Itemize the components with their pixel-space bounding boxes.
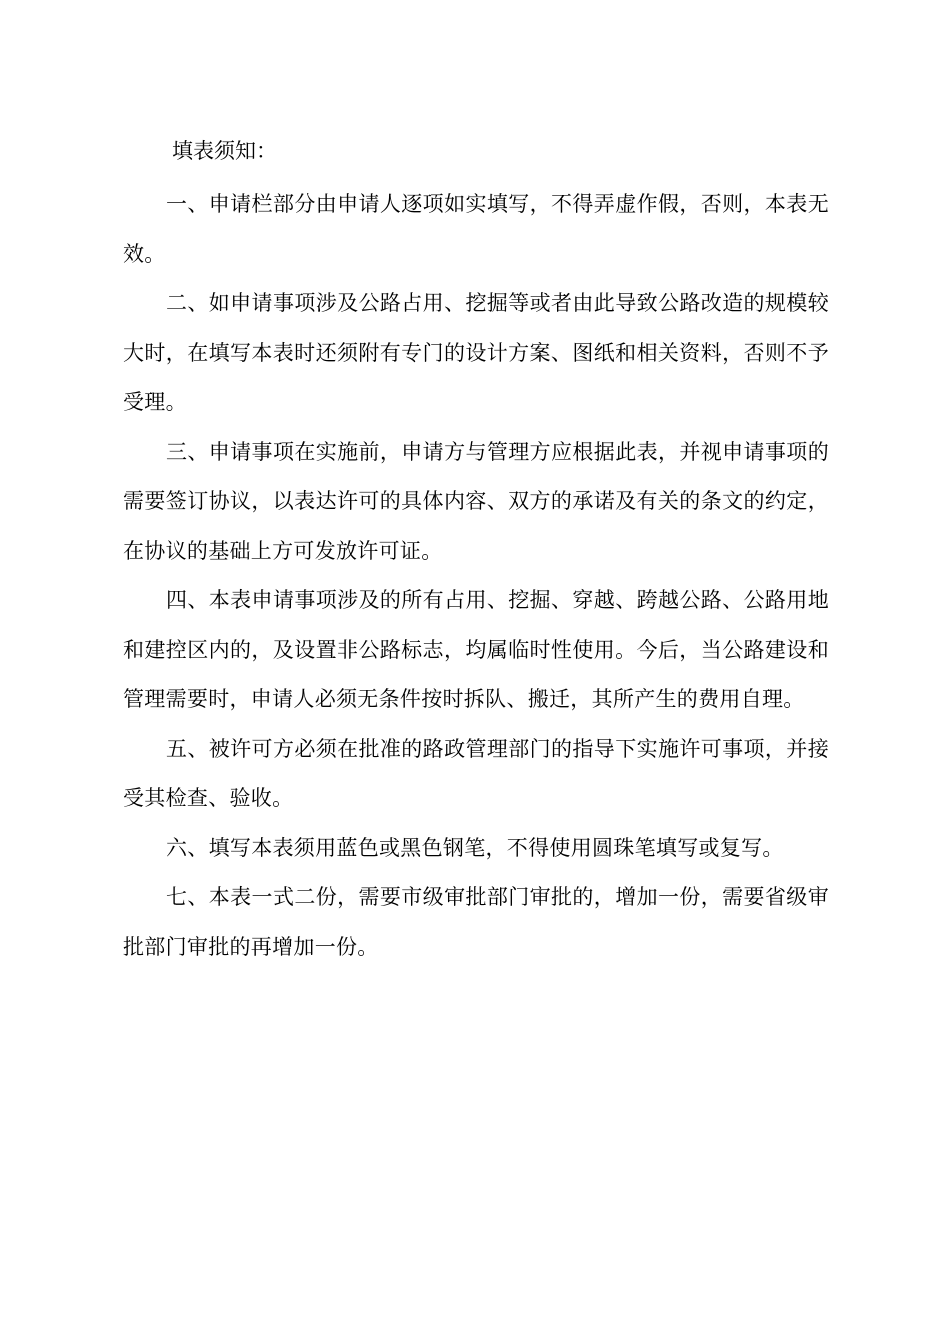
instruction-item-6: 六、填写本表须用蓝色或黑色钢笔，不得使用圆珠笔填写或复写。 xyxy=(166,835,784,860)
instructions-body xyxy=(123,180,829,972)
instruction-item-5: 五、被许可方必须在批准的路政管理部门的指导下实施许可事项，并接受其检查、验收。 xyxy=(123,736,829,810)
instructions-heading: 填表须知： xyxy=(172,139,277,163)
instruction-item-2: 二、如申请事项涉及公路占用、挖掘等或者由此导致公路改造的规模较大时，在填写本表时还须附有专门的设计方案、图纸和相关资料，否则不予受理。 xyxy=(123,291,829,414)
instruction-item-3: 三、申请事项在实施前，申请方与管理方应根据此表，并视申请事项的需要签订协议，以表达许可的具体内容、双方的承诺及有关的条文的约定，在协议的基础上方可发放许可证。 xyxy=(123,439,829,563)
instruction-item-4: 四、本表申请事项涉及的所有占用、挖掘、穿越、跨越公路、公路用地和建控区内的，及设置非公路标志，均属临时性使用。今后，当公路建设和管理需要时，申请人必须无条件按时拆队、搬迁，其所产生的费用自理。 xyxy=(123,588,829,711)
instruction-item-7: 七、本表一式二份，需要市级审批部门审批的，增加一份，需要省级审批部门审批的再增加一份。 xyxy=(123,885,829,959)
instruction-item-1: 一、申请栏部分由申请人逐项如实填写，不得弄虚作假，否则，本表无效。 xyxy=(123,192,829,266)
